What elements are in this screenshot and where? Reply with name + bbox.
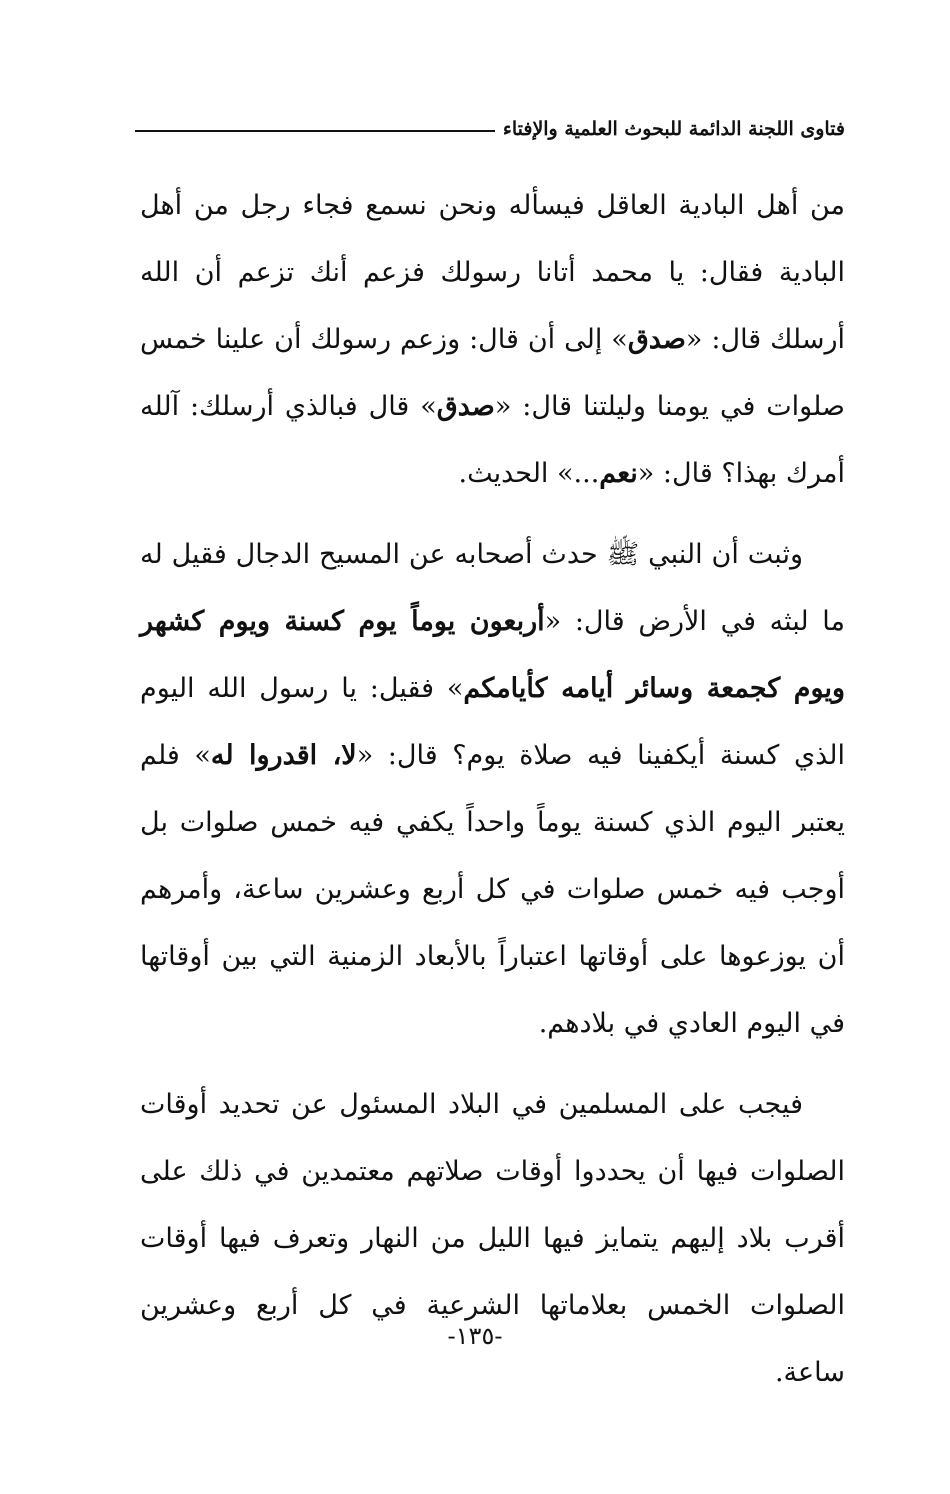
text-run: فيجب على المسلمين في البلاد المسئول عن تحديد أوقات الصلوات فيها أن يحددوا أوقات صلاتهم معتمدين في ذلك على أقرب بلاد إليهم يتمايز فيها الليل من النهار وتعرف فيها أوقات الصلوات الخمس بعلاماتها الشرعية في كل أربع وعشرين ساعة.: [140, 1089, 845, 1388]
text-run: وثبت أن النبي ﷺ حدث أصحابه عن المسيح الدجال فقيل له ما لبثه في الأرض قال: «: [140, 539, 845, 637]
text-run: ...» الحديث.: [458, 458, 600, 489]
body-text: [140, 172, 845, 1406]
paragraph-3: [140, 1071, 845, 1406]
quoted-speech: أربعون يوماً يوم كسنة ويوم كشهر ويوم كجمعة وسائر أيامه كأيامكم: [140, 606, 845, 704]
header-title: فتاوى اللجنة الدائمة للبحوث العلمية والإفتاء: [502, 118, 845, 140]
text-run: من أهل البادية العاقل فيسأله ونحن نسمع فجاء رجل من أهل البادية فقال: يا محمد أتانا رسولك فزعم أنك تزعم أن الله أرسلك قال: «: [140, 190, 845, 355]
paragraph-2: [140, 521, 845, 1057]
quoted-speech: صدق: [627, 324, 686, 355]
page-number: -١٣٥-: [447, 1322, 503, 1350]
text-run: » قال فبالذي أرسلك: آلله أمرك بهذا؟ قال: «: [140, 391, 845, 489]
running-header: [135, 112, 845, 146]
text-run: » إلى أن قال: وزعم رسولك أن علينا خمس صلوات في يومنا وليلتنا قال: «: [140, 324, 845, 422]
text-run: » فلم يعتبر اليوم الذي كسنة يوماً واحداً يكفي فيه خمس صلوات بل أوجب فيه خمس صلوات في كل أربع وعشرين ساعة، وأمرهم أن يوزعوها على أوقاتها اعتباراً بالأبعاد الزمنية التي بين أوقاتها في اليوم العادي في بلادهم.: [140, 740, 845, 1039]
text-run: » فقيل: يا رسول الله اليوم الذي كسنة أيكفينا فيه صلاة يوم؟ قال: «: [140, 673, 846, 771]
header-rule: [135, 130, 495, 132]
paragraph-1: [140, 172, 845, 507]
quoted-speech: نعم: [599, 458, 638, 489]
quoted-speech: لا، اقدروا له: [210, 740, 357, 771]
quoted-speech: صدق: [436, 391, 495, 422]
